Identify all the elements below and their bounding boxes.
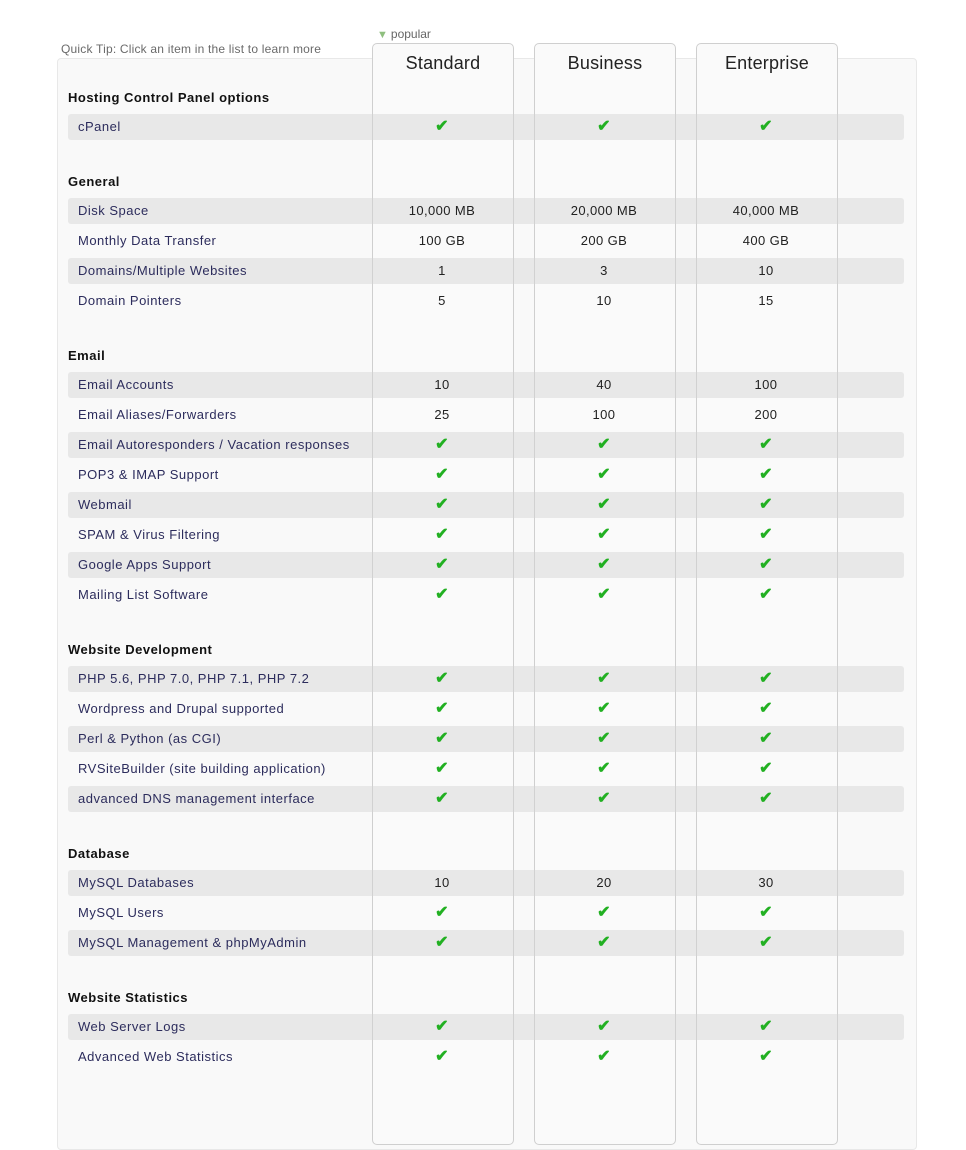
check-icon: [534, 701, 674, 716]
check-icon: [696, 119, 836, 134]
feature-value: 400 GB: [742, 233, 790, 248]
feature-value: 20: [596, 875, 612, 890]
check-icon: [696, 905, 836, 920]
check-icon: ✔: [597, 1018, 611, 1035]
check-icon: ✔: [435, 700, 449, 717]
check-icon: [696, 671, 836, 686]
check-icon: ✔: [435, 760, 449, 777]
feature-label[interactable]: Monthly Data Transfer: [78, 233, 217, 248]
check-icon: ✔: [759, 118, 773, 135]
check-icon: ✔: [597, 556, 611, 573]
feature-row[interactable]: [68, 786, 904, 812]
check-icon: ✔: [597, 760, 611, 777]
check-icon: [372, 905, 512, 920]
feature-value: 200: [754, 407, 778, 422]
feature-value: 25: [434, 407, 450, 422]
popular-label: popular: [390, 27, 431, 41]
check-icon: [534, 437, 674, 452]
feature-label[interactable]: Email Aliases/Forwarders: [78, 407, 237, 422]
check-icon: [372, 935, 512, 950]
check-icon: ✔: [759, 934, 773, 951]
check-icon: [372, 791, 512, 806]
feature-row[interactable]: [68, 552, 904, 578]
check-icon: ✔: [759, 436, 773, 453]
check-icon: [696, 557, 836, 572]
check-icon: [534, 1019, 674, 1034]
check-icon: [696, 497, 836, 512]
feature-label[interactable]: Wordpress and Drupal supported: [78, 701, 285, 716]
check-icon: ✔: [597, 466, 611, 483]
feature-label[interactable]: POP3 & IMAP Support: [78, 467, 219, 482]
feature-value: 100 GB: [418, 233, 466, 248]
check-icon: [372, 497, 512, 512]
feature-value: 10: [596, 293, 612, 308]
feature-value: 40,000 MB: [732, 203, 800, 218]
feature-value: 200 GB: [580, 233, 628, 248]
check-icon: [534, 497, 674, 512]
feature-row[interactable]: [68, 1044, 904, 1070]
check-icon: [696, 731, 836, 746]
feature-row[interactable]: [68, 726, 904, 752]
check-icon: [372, 1019, 512, 1034]
feature-row[interactable]: [68, 228, 904, 254]
feature-label[interactable]: RVSiteBuilder (site building application): [78, 761, 326, 776]
check-icon: ✔: [435, 556, 449, 573]
feature-row[interactable]: [68, 900, 904, 926]
check-icon: ✔: [435, 466, 449, 483]
check-icon: [696, 437, 836, 452]
check-icon: [534, 935, 674, 950]
feature-row[interactable]: [68, 1014, 904, 1040]
check-icon: [534, 527, 674, 542]
check-icon: [534, 761, 674, 776]
check-icon: ✔: [759, 904, 773, 921]
feature-label[interactable]: Domains/Multiple Websites: [78, 263, 248, 278]
check-icon: ✔: [759, 466, 773, 483]
check-icon: ✔: [435, 1048, 449, 1065]
feature-label[interactable]: cPanel: [78, 119, 121, 134]
check-icon: [534, 1049, 674, 1064]
feature-value: 100: [592, 407, 616, 422]
check-icon: ✔: [435, 790, 449, 807]
feature-label[interactable]: Webmail: [78, 497, 132, 512]
check-icon: [372, 701, 512, 716]
down-arrow-icon: ▼: [377, 29, 388, 41]
check-icon: ✔: [435, 118, 449, 135]
feature-value: 30: [758, 875, 774, 890]
section-title: Website Statistics: [68, 990, 189, 1005]
feature-value: 10: [434, 377, 450, 392]
check-icon: ✔: [435, 1018, 449, 1035]
check-icon: ✔: [597, 1048, 611, 1065]
check-icon: ✔: [759, 556, 773, 573]
check-icon: [534, 731, 674, 746]
check-icon: ✔: [759, 790, 773, 807]
check-icon: ✔: [759, 496, 773, 513]
check-icon: [534, 905, 674, 920]
feature-label[interactable]: PHP 5.6, PHP 7.0, PHP 7.1, PHP 7.2: [78, 671, 310, 686]
feature-row[interactable]: [68, 666, 904, 692]
check-icon: [372, 761, 512, 776]
section-title: Email: [68, 348, 106, 363]
feature-value: 3: [600, 263, 608, 278]
check-icon: ✔: [435, 436, 449, 453]
check-icon: ✔: [759, 526, 773, 543]
feature-label[interactable]: MySQL Management & phpMyAdmin: [78, 935, 307, 950]
check-icon: [372, 437, 512, 452]
check-icon: [696, 1049, 836, 1064]
feature-row[interactable]: [68, 372, 904, 398]
feature-value: 5: [438, 293, 446, 308]
feature-label[interactable]: Google Apps Support: [78, 557, 212, 572]
feature-row[interactable]: [68, 258, 904, 284]
check-icon: [372, 1049, 512, 1064]
check-icon: ✔: [597, 496, 611, 513]
feature-row[interactable]: [68, 462, 904, 488]
feature-label[interactable]: advanced DNS management interface: [78, 791, 315, 806]
feature-value: 10,000 MB: [408, 203, 476, 218]
feature-value: 10: [758, 263, 774, 278]
check-icon: [372, 557, 512, 572]
check-icon: [696, 761, 836, 776]
check-icon: ✔: [597, 730, 611, 747]
feature-row[interactable]: [68, 492, 904, 518]
check-icon: [534, 119, 674, 134]
check-icon: [696, 935, 836, 950]
quick-tip: Quick Tip: Click an item in the list to learn more: [61, 42, 322, 56]
check-icon: ✔: [597, 790, 611, 807]
check-icon: ✔: [759, 1018, 773, 1035]
feature-row[interactable]: [68, 288, 904, 314]
check-icon: ✔: [759, 760, 773, 777]
check-icon: ✔: [759, 730, 773, 747]
check-icon: [534, 791, 674, 806]
check-icon: [372, 671, 512, 686]
check-icon: [696, 467, 836, 482]
feature-value: 1: [438, 263, 446, 278]
feature-label[interactable]: Domain Pointers: [78, 293, 182, 308]
check-icon: ✔: [759, 1048, 773, 1065]
check-icon: ✔: [597, 670, 611, 687]
feature-row[interactable]: [68, 402, 904, 428]
check-icon: [372, 527, 512, 542]
check-icon: [372, 119, 512, 134]
check-icon: ✔: [435, 526, 449, 543]
feature-label[interactable]: Disk Space: [78, 203, 149, 218]
check-icon: [372, 587, 512, 602]
feature-label[interactable]: Email Autoresponders / Vacation responses: [78, 437, 350, 452]
check-icon: [534, 587, 674, 602]
feature-row[interactable]: [68, 432, 904, 458]
feature-label[interactable]: Web Server Logs: [78, 1019, 186, 1034]
feature-row[interactable]: [68, 198, 904, 224]
check-icon: ✔: [435, 934, 449, 951]
feature-label[interactable]: MySQL Users: [78, 905, 164, 920]
check-icon: [534, 557, 674, 572]
plan-name: Business: [567, 53, 643, 73]
plan-name: Standard: [405, 53, 481, 73]
section-title: General: [68, 174, 120, 189]
check-icon: [534, 467, 674, 482]
check-icon: ✔: [435, 670, 449, 687]
feature-value: 40: [596, 377, 612, 392]
check-icon: ✔: [435, 496, 449, 513]
check-icon: ✔: [597, 700, 611, 717]
check-icon: ✔: [759, 700, 773, 717]
check-icon: ✔: [597, 586, 611, 603]
check-icon: [696, 791, 836, 806]
feature-value: 15: [758, 293, 774, 308]
feature-label[interactable]: SPAM & Virus Filtering: [78, 527, 221, 542]
feature-row[interactable]: [68, 696, 904, 722]
check-icon: ✔: [597, 904, 611, 921]
check-icon: ✔: [435, 904, 449, 921]
feature-label[interactable]: MySQL Databases: [78, 875, 195, 890]
section-title: Database: [68, 846, 130, 861]
check-icon: [696, 587, 836, 602]
feature-label[interactable]: Email Accounts: [78, 377, 174, 392]
check-icon: ✔: [435, 586, 449, 603]
feature-label[interactable]: Advanced Web Statistics: [78, 1049, 234, 1064]
section-title: Hosting Control Panel options: [68, 90, 270, 105]
feature-value: 10: [434, 875, 450, 890]
check-icon: ✔: [597, 934, 611, 951]
check-icon: ✔: [597, 436, 611, 453]
check-icon: [372, 467, 512, 482]
check-icon: ✔: [597, 118, 611, 135]
feature-value: 100: [754, 377, 778, 392]
plan-name: Enterprise: [724, 53, 810, 73]
check-icon: [696, 527, 836, 542]
check-icon: ✔: [759, 670, 773, 687]
feature-row[interactable]: [68, 114, 904, 140]
section-title: Website Development: [68, 642, 213, 657]
check-icon: [696, 701, 836, 716]
check-icon: [696, 1019, 836, 1034]
feature-label[interactable]: Perl & Python (as CGI): [78, 731, 222, 746]
feature-row[interactable]: [68, 870, 904, 896]
feature-row[interactable]: [68, 756, 904, 782]
check-icon: [534, 671, 674, 686]
feature-label[interactable]: Mailing List Software: [78, 587, 209, 602]
check-icon: ✔: [597, 526, 611, 543]
feature-row[interactable]: [68, 522, 904, 548]
check-icon: [372, 731, 512, 746]
feature-value: 20,000 MB: [570, 203, 638, 218]
feature-row[interactable]: [68, 930, 904, 956]
check-icon: ✔: [435, 730, 449, 747]
check-icon: ✔: [759, 586, 773, 603]
feature-row[interactable]: [68, 582, 904, 608]
